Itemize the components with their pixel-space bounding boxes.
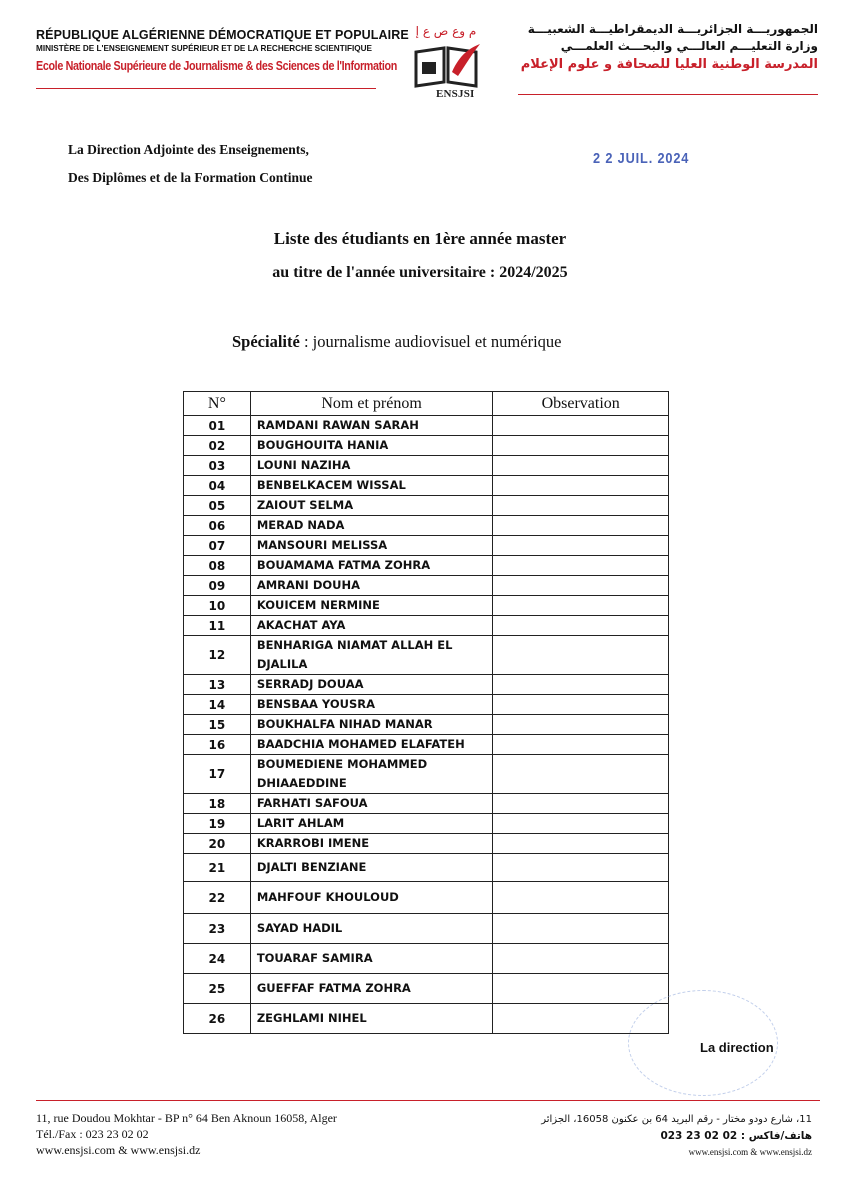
row-number: 19	[184, 814, 251, 834]
table-row	[184, 516, 669, 536]
table-row	[184, 794, 669, 814]
row-observation	[493, 944, 669, 974]
logo-book-icon	[408, 42, 484, 90]
row-number: 15	[184, 715, 251, 735]
table-row	[184, 436, 669, 456]
row-number: 13	[184, 675, 251, 695]
republic-name: RÉPUBLIQUE ALGÉRIENNE DÉMOCRATIQUE ET POPULAIRE	[36, 28, 409, 42]
student-name: LOUNI NAZIHA	[250, 456, 493, 476]
row-observation	[493, 755, 669, 794]
row-observation	[493, 814, 669, 834]
header-observation: Observation	[493, 392, 669, 416]
row-observation	[493, 436, 669, 456]
student-name: KOUICEM NERMINE	[250, 596, 493, 616]
student-name: BOUMEDIENE MOHAMMED DHIAAEDDINE	[250, 755, 493, 794]
row-number: 07	[184, 536, 251, 556]
student-name: BENSBAA YOUSRA	[250, 695, 493, 715]
row-observation	[493, 636, 669, 675]
row-number: 06	[184, 516, 251, 536]
row-observation	[493, 882, 669, 914]
student-name: SAYAD HADIL	[250, 914, 493, 944]
table-row	[184, 476, 669, 496]
row-number: 24	[184, 944, 251, 974]
student-name: MANSOURI MELISSA	[250, 536, 493, 556]
row-observation	[493, 476, 669, 496]
table-row	[184, 735, 669, 755]
student-name: SERRADJ DOUAA	[250, 675, 493, 695]
logo-arabic-text: م وع ص ع إ	[415, 24, 477, 38]
row-number: 14	[184, 695, 251, 715]
table-row	[184, 576, 669, 596]
title-line-1: Liste des étudiants en 1ère année master	[273, 229, 567, 248]
row-number: 01	[184, 416, 251, 436]
row-number: 11	[184, 616, 251, 636]
row-observation	[493, 496, 669, 516]
row-number: 16	[184, 735, 251, 755]
footer-tel: Tél./Fax : 023 23 02 02	[36, 1127, 149, 1141]
footer-tel-arabic: هاتف/فاكس : 02 02 23 023	[660, 1130, 812, 1142]
row-observation	[493, 456, 669, 476]
student-name: AMRANI DOUHA	[250, 576, 493, 596]
students-table	[183, 391, 669, 1034]
date-stamp: 2 2 JUIL. 2024	[593, 150, 690, 167]
row-observation	[493, 596, 669, 616]
row-observation	[493, 516, 669, 536]
student-name: FARHATI SAFOUA	[250, 794, 493, 814]
student-name: GUEFFAF FATMA ZOHRA	[250, 974, 493, 1004]
ministry-name: MINISTÈRE DE L'ENSEIGNEMENT SUPÉRIEUR ET DE LA RECHERCHE SCIENTIFIQUE	[36, 44, 372, 53]
row-observation	[493, 715, 669, 735]
table-row	[184, 755, 669, 794]
header-number: N°	[184, 392, 251, 416]
table-row	[184, 814, 669, 834]
students-table-wrapper	[183, 391, 669, 1034]
row-number: 09	[184, 576, 251, 596]
document-title	[0, 222, 848, 290]
row-number: 26	[184, 1004, 251, 1034]
school-logo	[400, 24, 492, 106]
table-row	[184, 834, 669, 854]
row-number: 17	[184, 755, 251, 794]
table-row	[184, 596, 669, 616]
student-name: BENHARIGA NIAMAT ALLAH EL DJALILA	[250, 636, 493, 675]
row-observation	[493, 416, 669, 436]
table-row	[184, 536, 669, 556]
table-row	[184, 675, 669, 695]
row-number: 12	[184, 636, 251, 675]
issuing-direction	[68, 136, 312, 192]
republic-name-arabic: الجمهوريـــة الجزائريـــة الديمقراطيـــة الشعبيـــة	[527, 22, 818, 36]
school-name: Ecole Nationale Supérieure de Journalisme & des Sciences de l'Information	[36, 59, 397, 73]
logo-acronym: ENSJSI	[436, 88, 475, 100]
table-row	[184, 416, 669, 436]
table-row	[184, 456, 669, 476]
table-row	[184, 974, 669, 1004]
student-name: TOUARAF SAMIRA	[250, 944, 493, 974]
row-number: 08	[184, 556, 251, 576]
table-row	[184, 636, 669, 675]
student-name: BENBELKACEM WISSAL	[250, 476, 493, 496]
student-name: RAMDANI RAWAN SARAH	[250, 416, 493, 436]
row-number: 25	[184, 974, 251, 1004]
table-header-row	[184, 392, 669, 416]
student-name: BOUAMAMA FATMA ZOHRA	[250, 556, 493, 576]
direction-line-1: La Direction Adjointe des Enseignements,	[68, 142, 309, 157]
table-row	[184, 616, 669, 636]
student-name: BOUKHALFA NIHAD MANAR	[250, 715, 493, 735]
header-left	[36, 28, 409, 73]
header-divider-right	[518, 94, 818, 95]
row-number: 10	[184, 596, 251, 616]
student-name: LARIT AHLAM	[250, 814, 493, 834]
footer-address-arabic: 11، شارع دودو مختار - رقم البريد 64 بن عكنون 16058، الجزائر	[541, 1114, 812, 1125]
specialty-label: Spécialité	[232, 332, 300, 351]
student-name: ZAIOUT SELMA	[250, 496, 493, 516]
footer-web-right: www.ensjsi.com & www.ensjsi.dz	[688, 1147, 812, 1157]
row-number: 20	[184, 834, 251, 854]
row-observation	[493, 914, 669, 944]
table-row	[184, 496, 669, 516]
row-observation	[493, 616, 669, 636]
row-observation	[493, 974, 669, 1004]
table-row	[184, 854, 669, 882]
student-name: ZEGHLAMI NIHEL	[250, 1004, 493, 1034]
student-name: AKACHAT AYA	[250, 616, 493, 636]
footer-right	[492, 1112, 812, 1160]
specialty	[232, 332, 561, 352]
row-observation	[493, 536, 669, 556]
ministry-name-arabic: وزارة التعليـــم العالـــي والبحـــث العلمـــي	[560, 39, 818, 53]
footer-divider	[36, 1100, 820, 1101]
student-name: MAHFOUF KHOULOUD	[250, 882, 493, 914]
row-observation	[493, 854, 669, 882]
row-observation	[493, 794, 669, 814]
table-row	[184, 882, 669, 914]
row-observation	[493, 695, 669, 715]
row-number: 22	[184, 882, 251, 914]
row-number: 05	[184, 496, 251, 516]
footer-web: www.ensjsi.com & www.ensjsi.dz	[36, 1143, 201, 1157]
row-observation	[493, 576, 669, 596]
header-right	[518, 22, 818, 72]
signature: La direction	[700, 1040, 774, 1055]
title-line-2: au titre de l'année universitaire : 2024/2025	[272, 264, 568, 281]
school-name-arabic: المدرسة الوطنية العليا للصحافة و علوم الإعلام	[520, 57, 818, 72]
header-name: Nom et prénom	[250, 392, 493, 416]
row-number: 23	[184, 914, 251, 944]
student-name: MERAD NADA	[250, 516, 493, 536]
row-number: 02	[184, 436, 251, 456]
row-number: 04	[184, 476, 251, 496]
row-observation	[493, 675, 669, 695]
direction-line-2: Des Diplômes et de la Formation Continue	[68, 170, 313, 185]
student-name: DJALTI BENZIANE	[250, 854, 493, 882]
footer-address: 11, rue Doudou Mokhtar - BP n° 64 Ben Aknoun 16058, Alger	[36, 1111, 337, 1125]
row-observation	[493, 556, 669, 576]
student-name: BAADCHIA MOHAMED ELAFATEH	[250, 735, 493, 755]
student-name: KRARROBI IMENE	[250, 834, 493, 854]
table-row	[184, 715, 669, 735]
row-observation	[493, 834, 669, 854]
specialty-value: : journalisme audiovisuel et numérique	[299, 332, 562, 351]
footer-left	[36, 1110, 337, 1158]
table-body	[184, 416, 669, 1034]
table-row	[184, 695, 669, 715]
row-number: 03	[184, 456, 251, 476]
row-number: 18	[184, 794, 251, 814]
row-observation	[493, 735, 669, 755]
row-number: 21	[184, 854, 251, 882]
table-row	[184, 1004, 669, 1034]
table-row	[184, 914, 669, 944]
student-name: BOUGHOUITA HANIA	[250, 436, 493, 456]
table-row	[184, 556, 669, 576]
header-divider-left	[36, 88, 376, 89]
table-row	[184, 944, 669, 974]
